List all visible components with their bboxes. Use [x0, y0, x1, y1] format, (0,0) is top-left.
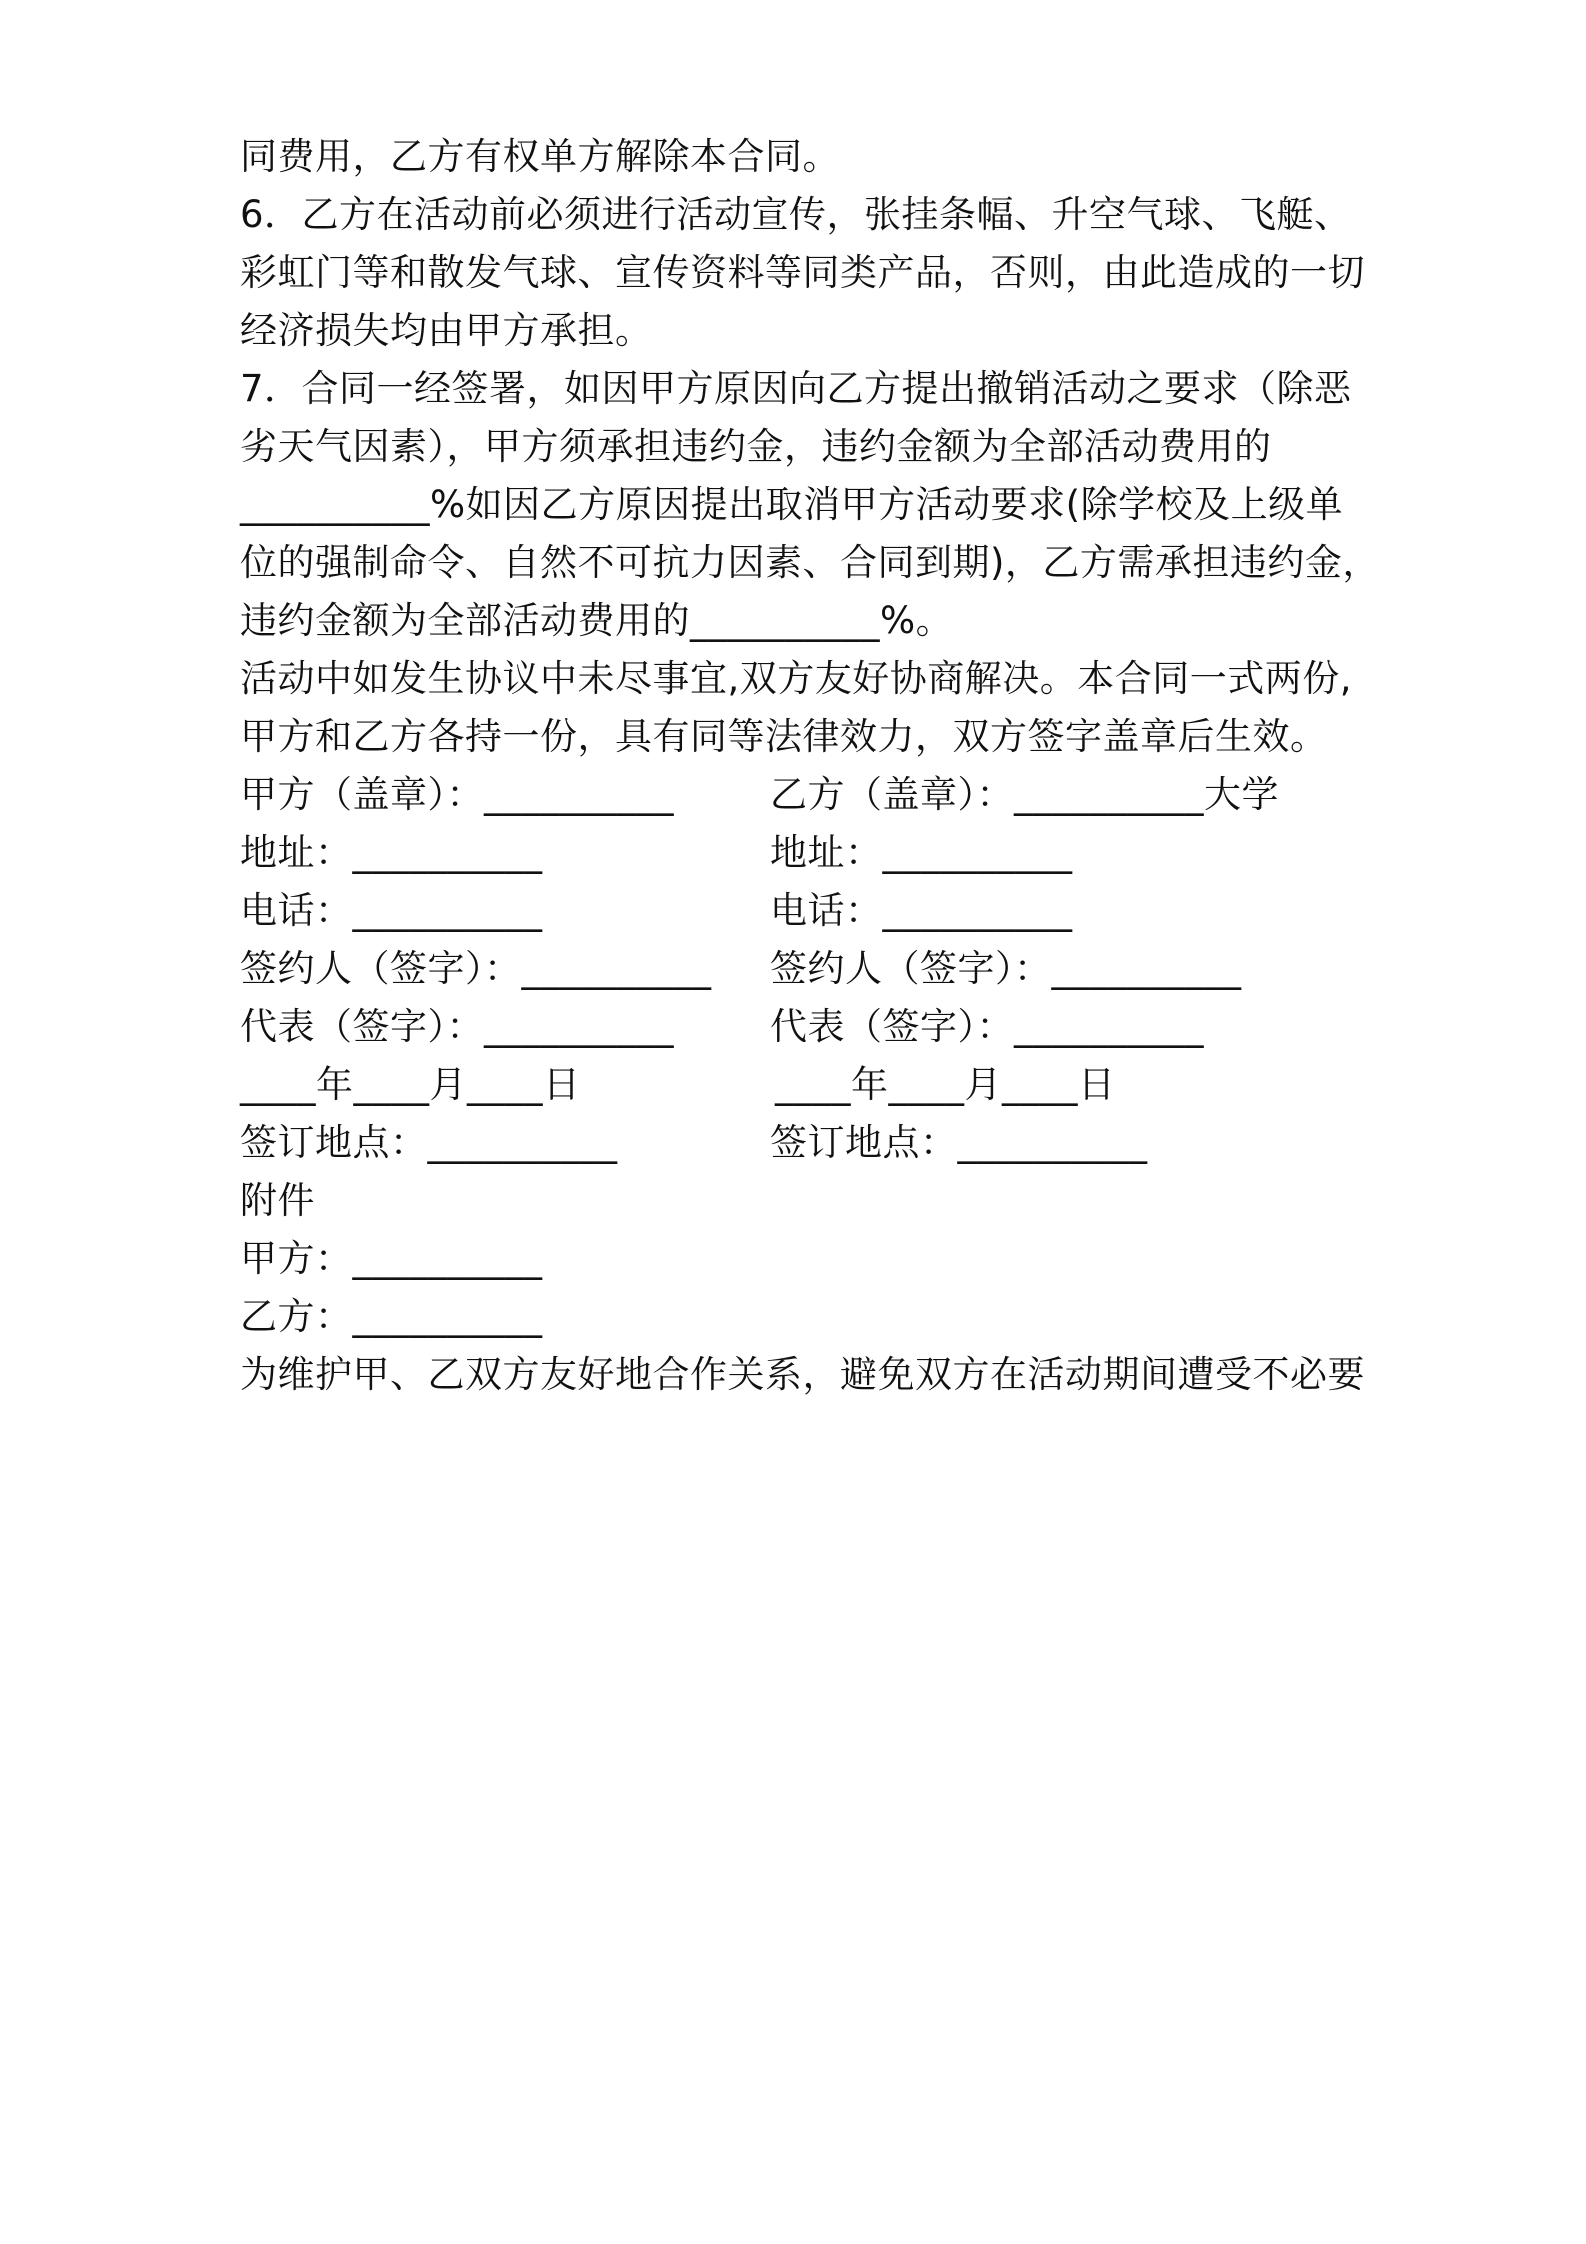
paragraph-line: 6．乙方在活动前必须进行活动宣传，张挂条幅、升空气球、飞艇、 [240, 193, 1352, 236]
attachment-party-b: 乙方：__________ [240, 1295, 543, 1338]
attachment-party-a: 甲方：__________ [240, 1237, 543, 1280]
signature-party-a-address: 地址：__________ [240, 831, 543, 874]
signature-party-a-representative: 代表（签字）：__________ [240, 1005, 674, 1048]
signature-party-a-date: ____年____月____日 [240, 1063, 581, 1106]
paragraph-line: 经济损失均由甲方承担。 [240, 309, 653, 352]
attachment-title: 附件 [240, 1179, 315, 1222]
paragraph-line: 同费用，乙方有权单方解除本合同。 [240, 135, 840, 178]
signature-party-b-representative: 代表（签字）：__________ [770, 1005, 1204, 1048]
signature-party-b-address: 地址：__________ [770, 831, 1073, 874]
signature-party-a-phone: 电话：__________ [240, 889, 543, 932]
paragraph-line: 违约金额为全部活动费用的__________%。 [240, 599, 954, 642]
paragraph-line: 彩虹门等和散发气球、宣传资料等同类产品，否则，由此造成的一切 [240, 251, 1365, 294]
paragraph-line: 甲方和乙方各持一份，具有同等法律效力，双方签字盖章后生效。 [240, 715, 1328, 758]
closing-paragraph: 为维护甲、乙双方友好地合作关系，避免双方在活动期间遭受不必要 [240, 1353, 1365, 1396]
signature-party-b-date: ____年____月____日 [775, 1063, 1116, 1106]
signature-party-b-location: 签订地点：__________ [770, 1121, 1148, 1164]
signature-party-b-seal: 乙方（盖章）：__________大学 [770, 773, 1279, 816]
paragraph-line: 位的强制命令、自然不可抗力因素、合同到期)，乙方需承担违约金， [240, 541, 1380, 584]
signature-party-a-seal: 甲方（盖章）：__________ [240, 773, 674, 816]
paragraph-line: 劣天气因素），甲方须承担违约金，违约金额为全部活动费用的 [240, 425, 1272, 468]
paragraph-line: __________%如因乙方原因提出取消甲方活动要求(除学校及上级单 [240, 483, 1344, 526]
signature-party-a-location: 签订地点：__________ [240, 1121, 618, 1164]
signature-party-b-phone: 电话：__________ [770, 889, 1073, 932]
paragraph-line: 7．合同一经签署，如因甲方原因向乙方提出撤销活动之要求（除恶 [240, 367, 1352, 410]
paragraph-line: 活动中如发生协议中未尽事宜,双方友好协商解决。本合同一式两份, [240, 657, 1353, 700]
signature-party-a-signer: 签约人（签字）：__________ [240, 947, 712, 990]
signature-party-b-signer: 签约人（签字）：__________ [770, 947, 1242, 990]
